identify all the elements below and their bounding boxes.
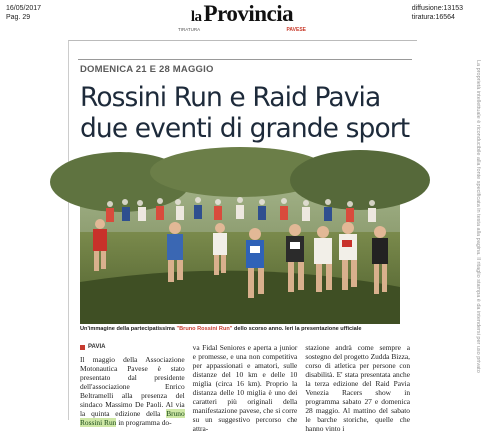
copyright-side-note: La proprietà intellettuale è riconducibile alla fonte specificata in testa alla pagina. Il ritaglio stampa è da intendersi per uso privato: [475, 60, 481, 373]
caption-text-pre: Un'immagine della partecipatissima: [80, 326, 177, 332]
masthead-name: Provincia: [203, 1, 294, 26]
clipping-diffusione: diffusione:13153: [411, 5, 463, 12]
masthead-sub-right: PAVESE: [286, 27, 306, 33]
headline-line-1: Rossini Run e Raid Pavia: [80, 82, 381, 113]
newspaper-masthead: [178, 2, 306, 33]
article-headline: [80, 82, 410, 144]
clipping-page: Pag. 29: [6, 14, 31, 21]
masthead-logo: [178, 2, 306, 29]
locale-label: PAVIA: [88, 344, 106, 350]
clipping-tiratura: tiratura:16564: [411, 14, 455, 21]
body-column-1: [80, 343, 185, 427]
masthead-sub-left: TIRATURA: [178, 27, 201, 32]
clipping-meta-right: [412, 4, 463, 22]
race-photo-illustration: [80, 162, 400, 324]
body-paragraph-3: stazione andrà come sempre a sostegno del progetto Zudda Bizza, corso di atletica per persone con disabilità. E' stata presentata anche la terza edizione del Raid Pavia Venezia Racers show in programma sabato 27 e domenica 28 maggio. Al mattino del sabato le barche storiche, quelle che hanno vinto i: [305, 343, 411, 433]
col1-text-a: Il maggio della Associazione Motonautica Pavese è stato presentato dal presidente dell'associazione Enrico Beltramelli alla presenza del sindaco Massimo De Paoli. Al via la quinta edizione della: [80, 355, 185, 418]
article-body: [80, 343, 411, 433]
masthead-la: la: [190, 9, 202, 25]
race-photo: [80, 162, 400, 324]
caption-highlight: "Bruno Rossini Run": [176, 326, 233, 332]
col1-text-b: in programma do-: [116, 418, 172, 427]
article-dateline: DOMENICA 21 E 28 MAGGIO: [80, 64, 214, 75]
body-paragraph-1: [80, 355, 185, 427]
photo-caption: [80, 326, 410, 332]
body-paragraph-2: va Fidal Seniores e aperta a junior e promesse, e una non competitiva per appassionati e amatori, sulle distanze del 10 km e delle 10 miglia (circa 16 km). Proprio la distanza delle 10 miglia è uno dei caratteri più originali della manifestazione pavese, che si corre su un suggestivo percorso che attra-: [192, 343, 298, 433]
locale-square-icon: [80, 345, 85, 350]
caption-text-post: dello scorso anno. Ieri la presentazione ufficiale: [232, 326, 362, 332]
clipping-date: 16/05/2017: [6, 5, 42, 12]
headline-line-2: due eventi di grande sport: [80, 113, 410, 144]
clipping-meta-left: [6, 4, 41, 22]
body-column-2: [192, 343, 298, 433]
article-locale: [80, 343, 185, 352]
body-column-3: [305, 343, 411, 433]
col1-highlight: Bruno Rossini Run: [80, 409, 185, 427]
top-rule: [78, 59, 412, 60]
